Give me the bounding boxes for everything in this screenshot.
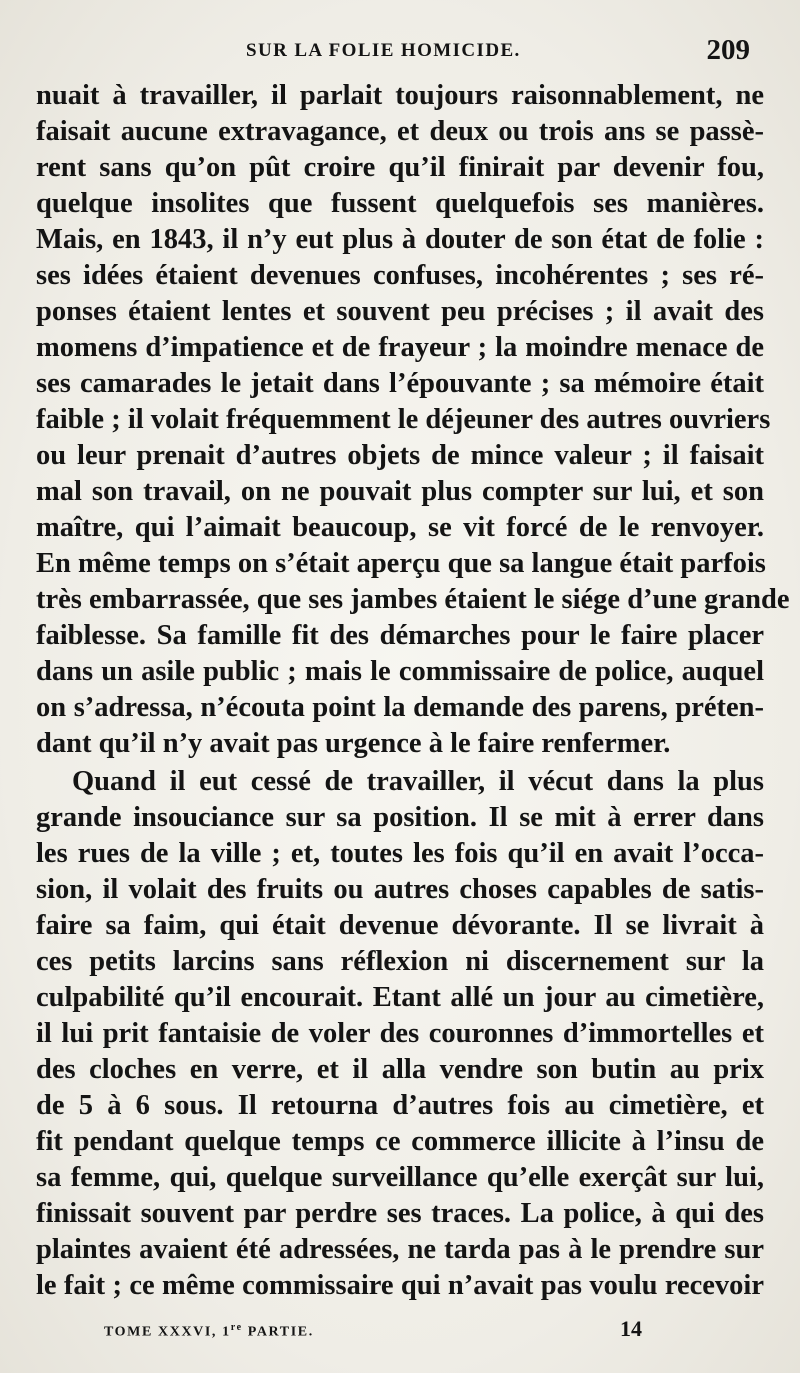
text-line: sa femme, qui, quelque surveillance qu’elle exerçât sur lui, [36, 1162, 764, 1193]
text-line: ses idées étaient devenues confuses, incohérentes ; ses ré- [36, 260, 764, 291]
page-number: 209 [706, 34, 750, 66]
text-line: quelque insolites que fussent quelquefois ses manières. [36, 188, 764, 219]
text-line: finissait souvent par perdre ses traces. La police, à qui des [36, 1198, 764, 1229]
text-line: ou leur prenait d’autres objets de mince valeur ; il faisait [36, 440, 764, 471]
text-line: grande insouciance sur sa position. Il se mit à errer dans [36, 802, 764, 833]
text-line: dans un asile public ; mais le commissaire de police, auquel [36, 656, 764, 687]
text-line: très embarrassée, que ses jambes étaient le siége d’une grande [36, 584, 790, 615]
text-line: maître, qui l’aimait beaucoup, se vit forcé de le renvoyer. [36, 512, 764, 543]
volume-prefix: TOME XXXVI, 1 [104, 1324, 231, 1340]
running-title: SUR LA FOLIE HOMICIDE. [246, 40, 521, 61]
text-line: il lui prit fantaisie de voler des couronnes d’immortelles et [36, 1018, 764, 1049]
running-head [0, 34, 800, 74]
text-line: rent sans qu’on pût croire qu’il finirait par devenir fou, [36, 152, 764, 183]
body-text [36, 78, 790, 1304]
text-line: mal son travail, on ne pouvait plus compter sur lui, et son [36, 476, 764, 507]
volume-signature [104, 1322, 314, 1341]
text-line: des cloches en verre, et il alla vendre son butin au prix [36, 1054, 764, 1085]
text-line: ses camarades le jetait dans l’épouvante ; sa mémoire était [36, 368, 764, 399]
text-line: on s’adressa, n’écouta point la demande des parens, préten- [36, 692, 764, 723]
text-line: faisait aucune extravagance, et deux ou trois ans se passè- [36, 116, 764, 147]
text-line: Mais, en 1843, il n’y eut plus à douter de son état de folie : [36, 224, 764, 255]
text-line: faiblesse. Sa famille fit des démarches pour le faire placer [36, 620, 764, 651]
text-line: plaintes avaient été adressées, ne tarda pas à le prendre sur [36, 1234, 764, 1265]
text-line: En même temps on s’était aperçu que sa langue était parfois [36, 548, 766, 579]
text-line: sion, il volait des fruits ou autres choses capables de satis- [36, 874, 764, 905]
text-line: nuait à travailler, il parlait toujours raisonnablement, ne [36, 80, 764, 111]
text-line: faire sa faim, qui était devenue dévorante. Il se livrait à [36, 910, 764, 941]
text-line: Quand il eut cessé de travailler, il vécut dans la plus [72, 766, 764, 797]
text-line: ces petits larcins sans réflexion ni discernement sur la [36, 946, 764, 977]
text-line: les rues de la ville ; et, toutes les fois qu’il en avait l’occa- [36, 838, 764, 869]
text-line: momens d’impatience et de frayeur ; la moindre menace de [36, 332, 764, 363]
volume-sup: re [230, 1322, 243, 1333]
text-line: de 5 à 6 sous. Il retourna d’autres fois au cimetière, et [36, 1090, 764, 1121]
text-line: culpabilité qu’il encourait. Etant allé un jour au cimetière, [36, 982, 764, 1013]
text-line: ponses étaient lentes et souvent peu précises ; il avait des [36, 296, 764, 327]
text-line: fit pendant quelque temps ce commerce illicite à l’insu de [36, 1126, 764, 1157]
text-line: le fait ; ce même commissaire qui n’avait pas voulu recevoir [36, 1270, 764, 1301]
page-footer [0, 1316, 800, 1346]
volume-suffix: PARTIE. [242, 1324, 314, 1340]
text-line: dant qu’il n’y avait pas urgence à le faire renfermer. [36, 728, 671, 759]
text-line: faible ; il volait fréquemment le déjeuner des autres ouvriers [36, 404, 771, 435]
signature-mark: 14 [620, 1316, 642, 1341]
